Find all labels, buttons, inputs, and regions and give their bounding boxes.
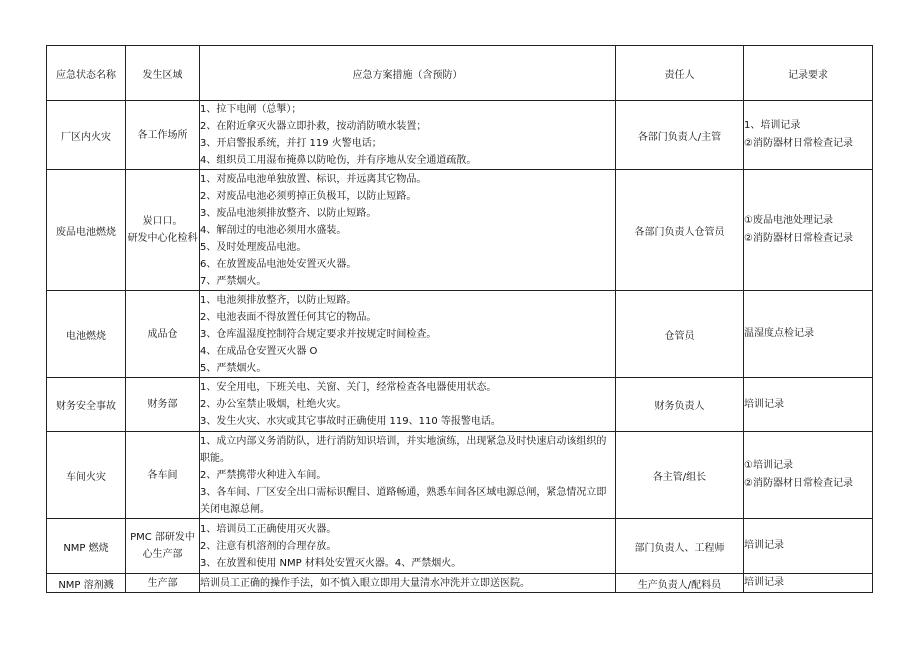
records-cell [744,378,873,432]
measure-line: 3、在放置和使用 NMP 材料处安置灭火器。4、严禁烟火。 [200,557,462,569]
status-name-cell: 废品电池燃烧 [47,170,126,291]
header-area: 发生区域 [126,46,200,101]
measure-line: 2、在附近拿灭火器立即扑救，按动消防喷水装置； [200,121,427,132]
status-name-cell: 厂区内火灾 [47,101,126,170]
table-row [47,519,873,574]
measures-cell [200,574,616,593]
header-row [47,46,873,101]
measure-line: 5、严禁烟火。 [200,362,267,374]
records-cell [744,432,873,519]
measures-cell [200,519,616,574]
table-row [47,574,873,593]
measure-line: 7、严禁烟火。 [200,275,267,287]
records-cell [744,574,873,593]
status-name-cell: 电池燃烧 [47,291,126,378]
status-name-cell: 车间火灾 [47,432,126,519]
owner-cell: 仓管员 [616,291,744,378]
area-line: 各车间 [147,469,178,481]
records-cell [744,519,873,574]
measure-line: 4、组织员工用湿布掩鼻以防呛伤，并有序地从安全通道疏散。 [200,155,477,166]
table-row [47,170,873,291]
area-line: 各工作场所 [137,129,188,141]
table-row [47,291,873,378]
header-status-name: 应急状态名称 [47,46,126,101]
measure-line: 3、废品电池须排放整齐、以防止短路。 [200,207,377,219]
measure-line: 4、在成品仓安置灭火器 O [200,345,318,357]
header-measures: 应急方案措施（含预防） [200,46,616,101]
area-line: 心生产部 [142,549,183,560]
record-line: 培训记录 [744,540,784,551]
record-line: ①废品电池处理记录 [744,215,833,226]
measure-line: 1、安全用电，下班关电、关窗、关门，经常检查各电器使用状态。 [200,382,497,393]
status-name-cell: NMP 燃烧 [47,519,126,574]
status-name-cell: 财务安全事故 [47,378,126,432]
measure-line: 2、办公室禁止吸烟，杜绝火灾。 [200,399,347,410]
record-line: 温湿度点检记录 [744,328,814,339]
measures-cell [200,378,616,432]
owner-cell: 部门负责人、工程师 [616,519,744,574]
records-cell [744,170,873,291]
measure-line: 2、注意有机溶剂的合理存放。 [200,540,337,552]
measures-cell [200,291,616,378]
measure-line: 3、各车间、厂区安全出口需标识醒目、道路畅通，熟悉车间各区域电源总闸，紧急情况立即关闭电源总闸。 [200,486,607,515]
measure-line: 1、对废品电池单独放置、标识，并远离其它物品。 [200,173,427,185]
area-line: PMC 部研发中 [130,532,195,543]
header-owner: 责任人 [616,46,744,101]
measures-cell [200,170,616,291]
owner-cell: 财务负责人 [616,378,744,432]
area-cell [126,378,200,432]
table-row [47,432,873,519]
record-line: ①培训记录 [744,460,793,471]
area-line: 生产部 [147,577,178,589]
owner-cell: 各主管/组长 [616,432,744,519]
measure-line: 2、严禁携带火种进入车间。 [200,469,327,481]
area-cell [126,574,200,593]
measure-line: 1、成立内部义务消防队，进行消防知识培训，并实地演练，出现紧急及时快速启动该组织的职能。 [200,435,607,464]
measure-line: 2、对废品电池必须剪掉正负极耳，以防止短路。 [200,190,417,202]
area-cell [126,170,200,291]
status-name-cell: NMP 溶剂溅 [47,574,126,593]
area-line: 成品仓 [147,328,178,340]
measure-line: 1、拉下电闸（总掣）； [200,104,302,115]
records-cell [744,101,873,170]
owner-cell: 生产负责人/配料员 [616,574,744,593]
measure-line: 1、电池须排放整齐，以防止短路。 [200,294,357,306]
measure-line: 3、仓库温湿度控制符合规定要求并按规定时间检查。 [200,328,437,340]
measures-cell [200,101,616,170]
table-row [47,378,873,432]
owner-cell: 各部门负责人/主管 [616,101,744,170]
area-line: 炭口口。 [142,216,183,227]
measures-cell [200,432,616,519]
area-cell [126,432,200,519]
area-line: 财务部 [147,399,178,410]
area-line: 研发中心化检科 [127,233,198,244]
measure-line: 1、培训员工正确使用灭火器。 [200,523,337,535]
area-cell [126,519,200,574]
record-line: ②消防器材日常检查记录 [744,233,853,244]
measure-line: 6、在放置废品电池处安置灭火器。 [200,258,357,270]
measure-line: 4、解剖过的电池必须用水盛装。 [200,224,347,236]
measure-line: 2、电池表面不得放置任何其它的物品。 [200,311,377,323]
record-line: ②消防器材日常检查记录 [744,478,853,489]
header-records: 记录要求 [744,46,873,101]
table-row [47,101,873,170]
record-line: 培训记录 [744,398,784,410]
record-line: ②消防器材日常检查记录 [744,138,853,149]
emergency-plan-table [46,45,873,593]
owner-cell: 各部门负责人仓管员 [616,170,744,291]
area-cell [126,101,200,170]
area-cell [126,291,200,378]
measure-line: 3、发生火灾、水灾或其它事故时正确使用 119、110 等报警电话。 [200,416,501,427]
measure-line: 5、及时处理废品电池。 [200,241,307,253]
measure-line: 3、开启警报系统，并打 119 火警电话； [200,138,382,149]
records-cell [744,291,873,378]
measure-line: 培训员工正确的操作手法，如不慎入眼立即用大量清水冲洗并立即送医院。 [200,577,530,589]
record-line: 培训记录 [744,577,784,588]
record-line: 1、培训记录 [744,120,801,131]
